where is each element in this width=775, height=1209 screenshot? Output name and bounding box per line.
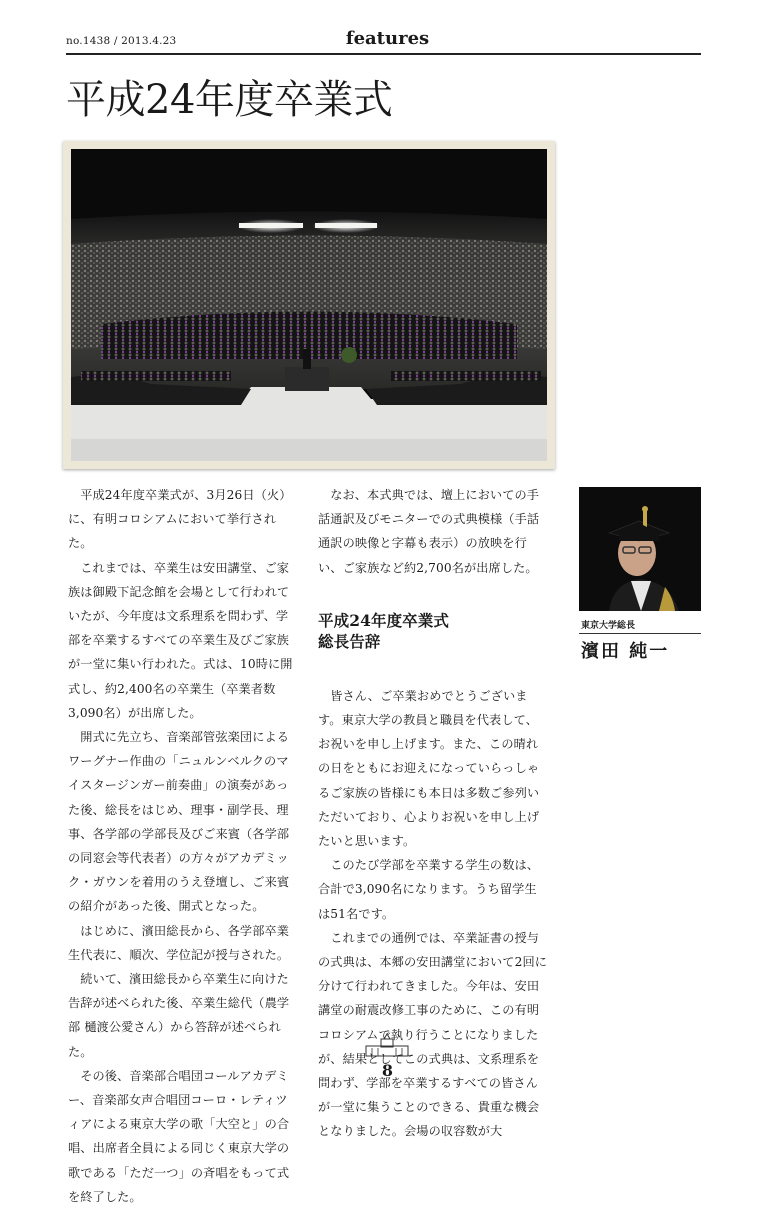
page-number: 8 xyxy=(381,1061,394,1080)
paragraph: 開式に先立ち、音楽部管弦楽団によるワーグナー作曲の「ニュルンベルクのマイスタージンガー前奏曲」の演奏があった後、総長をはじめ、理事・副学長、理事、各学部の学部長及びご来賓（各学部の同窓会等代表者）の方々がアカデミック・ガウンを着用のうえ登壇し、ご来賓の紹介があった後、開式となった。 xyxy=(68,730,290,914)
paragraph: これまでは、卒業生は安田講堂、ご家族は御殿下記念館を会場として行われていたが、今年度は文系理系を問わず、学部を卒業するすべての卒業生及びご家族が一堂に集い行われた。式は、10時に開式し、約2,400名の卒業生（卒業者数3,090名）が出席した。 xyxy=(68,560,293,720)
speech-paragraph: これまでの通例では、卒業証書の授与の式典は、本郷の安田講堂において2回に分けて行われてきました。今年は、安田講堂の耐震改修工事のために、この有明コロシアムで執り行うことになりましたが、結果としてこの式典は、文系理系を問わず、学部を卒業するすべての皆さんが一堂に集うことのできる、貴重な機会となりました。会場の収容数が大 xyxy=(318,930,548,1139)
paragraph: なお、本式典では、壇上においての手話通訳及びモニターでの式典模様（手話通訳の映像と字幕も表示）の放映を行い、ご家族など約2,700名が出席した。 xyxy=(318,488,540,575)
arena-illustration xyxy=(71,149,547,461)
article-column-middle xyxy=(318,483,548,1144)
speech-heading xyxy=(318,610,548,652)
speech-paragraph: このたび学部を卒業する学生の数は、合計で3,090名になります。うち留学生は51名です。 xyxy=(318,858,540,921)
speech-heading-line1: 平成24年度卒業式 xyxy=(318,610,449,630)
article-title: 平成24年度卒業式 xyxy=(66,77,393,123)
building-icon xyxy=(364,1032,410,1062)
header-rule xyxy=(66,53,701,55)
ceremony-photo xyxy=(63,141,555,469)
portrait-illustration xyxy=(579,487,701,611)
president-rule xyxy=(579,633,701,634)
paragraph: 平成24年度卒業式が、3月26日（火）に、有明コロシアムにおいて挙行された。 xyxy=(68,488,292,551)
president-title: 東京大学総長 xyxy=(581,621,636,631)
speech-heading-line2: 総長告辞 xyxy=(318,631,381,651)
paragraph: 続いて、濱田総長から卒業生に向けた告辞が述べられた後、卒業生総代（農学部 樋渡公愛さん）から答辞が述べられた。 xyxy=(68,972,290,1059)
speech-paragraph: 皆さん、ご卒業おめでとうございます。東京大学の教員と職員を代表して、お祝いを申し上げます。また、この晴れの日をともにお迎えになっていらっしゃるご家族の皆様にも本日は多数ご参列いただいており、心よりお祝いを申し上げたいと思います。 xyxy=(318,688,540,849)
president-portrait xyxy=(579,487,701,611)
article-column-left xyxy=(68,483,298,1209)
president-name: 濱田 純一 xyxy=(581,641,670,662)
section-title: features xyxy=(345,28,430,49)
issue-info: no.1438 / 2013.4.23 xyxy=(66,35,177,47)
paragraph: はじめに、濱田総長から、各学部卒業生代表に、順次、学位記が授与された。 xyxy=(68,923,290,962)
paragraph: その後、音楽部合唱団コールアカデミー、音楽部女声合唱団コーロ・レティツィアによる東京大学の歌「大空と」の合唱、出席者全員による同じく東京大学の歌である「ただ一つ」の斉唱をもって式を終了した。 xyxy=(68,1068,290,1204)
